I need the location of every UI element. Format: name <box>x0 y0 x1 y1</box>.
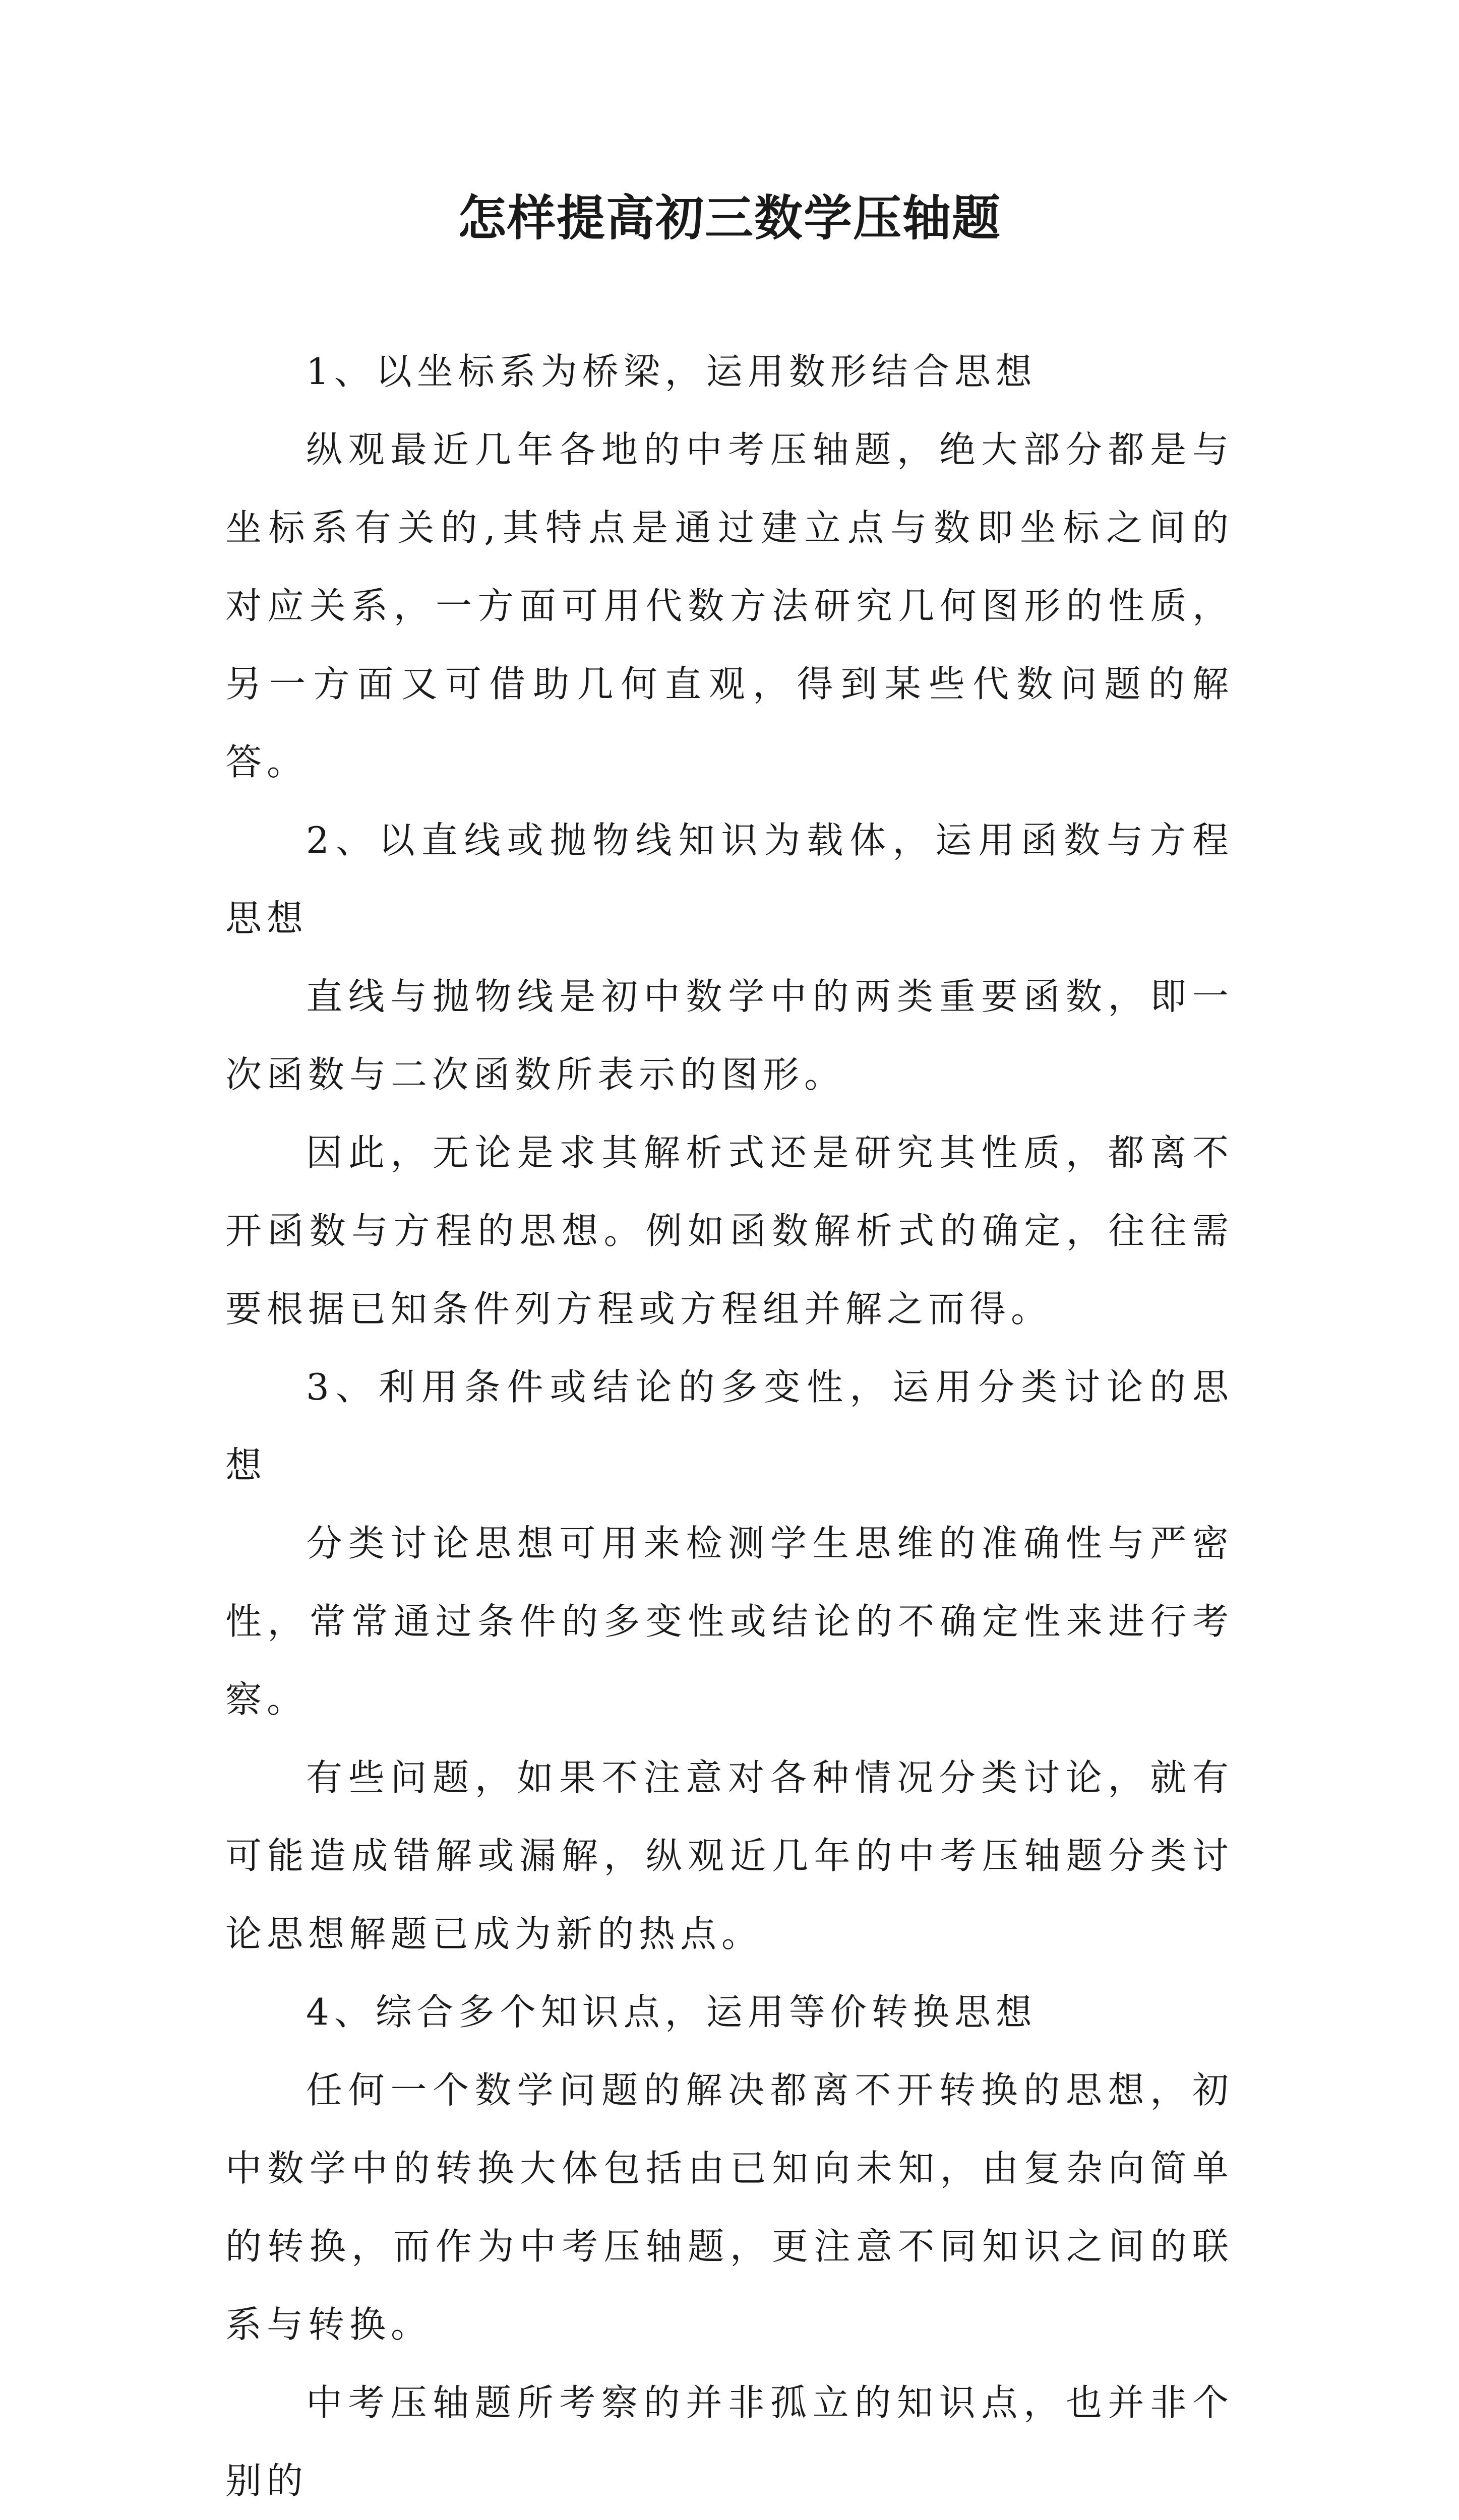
paragraph: 直线与抛物线是初中数学中的两类重要函数，即一次函数与二次函数所表示的图形。 <box>225 975 1234 1096</box>
paragraph: 纵观最近几年各地的中考压轴题，绝大部分都是与坐标系有关的,其特点是通过建立点与数即坐标之间的对应关系，一方面可用代数方法研究几何图形的性质，另一方面又可借助几何直观，得到某些代数问题的解答。 <box>225 428 1234 783</box>
heading-3: 3、利用条件或结论的多变性，运用分类讨论的思想 <box>225 1366 1234 1486</box>
paragraph: 有些问题，如果不注意对各种情况分类讨论，就有可能造成错解或漏解，纵观近几年的中考压轴题分类讨论思想解题已成为新的热点。 <box>225 1756 1234 1955</box>
paragraph: 分类讨论思想可用来检测学生思维的准确性与严密性，常常通过条件的多变性或结论的不确定性来进行考察。 <box>225 1522 1234 1721</box>
document-title: 怎样提高初三数学压轴题 <box>458 190 1001 246</box>
document-body <box>225 333 1234 2520</box>
paragraph: 因此，无论是求其解析式还是研究其性质，都离不开函数与方程的思想。例如函数解析式的确定，往往需要根据已知条件列方程或方程组并解之而得。 <box>225 1131 1234 1330</box>
heading-4: 4、综合多个知识点，运用等价转换思想 <box>306 1991 1037 2033</box>
heading-2: 2、以直线或抛物线知识为载体，运用函数与方程思想 <box>225 819 1234 939</box>
heading-1: 1、以坐标系为桥梁，运用数形结合思想 <box>306 350 1037 393</box>
paragraph: 任何一个数学问题的解决都离不开转换的思想，初中数学中的转换大体包括由已知向未知，由复杂向简单的转换，而作为中考压轴题，更注意不同知识之间的联系与转换。 <box>225 2069 1234 2346</box>
paragraph: 中考压轴题所考察的并非孤立的知识点，也并非个别的 <box>225 2381 1234 2502</box>
